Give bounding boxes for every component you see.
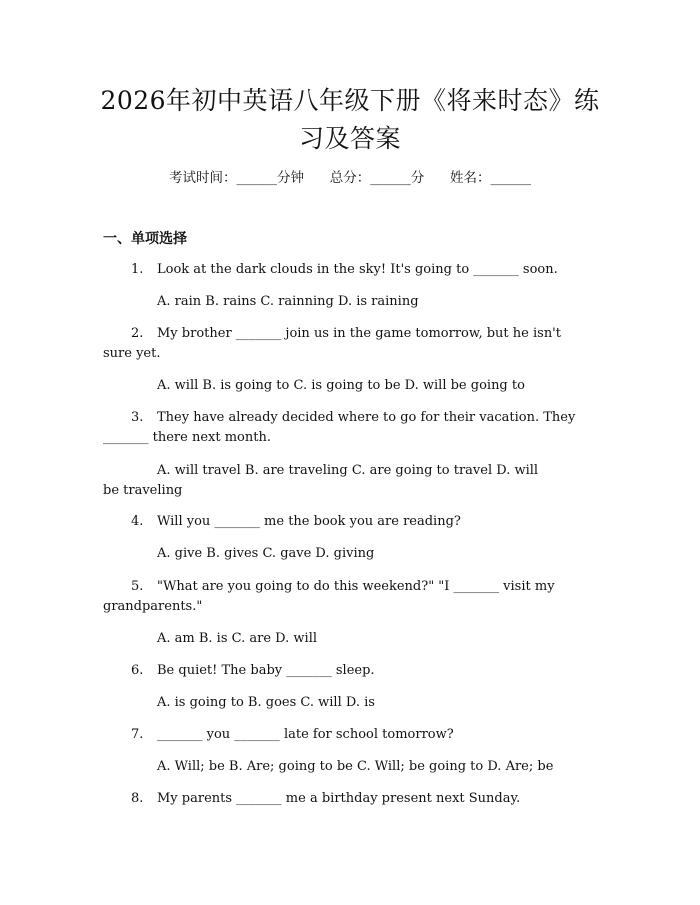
question-options: A. rain B. rains C. rainning D. is raining <box>157 294 419 309</box>
exam-meta <box>0 168 700 188</box>
question-options: A. give B. gives C. gave D. giving <box>157 546 375 561</box>
question-options-continued: be traveling <box>103 483 183 498</box>
question-number: 2. <box>131 326 144 341</box>
question-options: A. is going to B. goes C. will D. is <box>157 695 375 710</box>
score-blank: ______ <box>370 170 411 186</box>
section-heading: 一、单项选择 <box>103 231 187 247</box>
score-unit: 分 <box>410 170 425 186</box>
name-blank: ______ <box>490 170 531 186</box>
question-stem: Look at the dark clouds in the sky! It's going to _______ soon. <box>157 262 558 277</box>
question-stem: Will you _______ me the book you are reading? <box>157 514 461 529</box>
question-stem: My brother _______ join us in the game tomorrow, but he isn't <box>157 326 561 341</box>
question-stem: "What are you going to do this weekend?" "I _______ visit my <box>157 579 555 594</box>
question-number: 7. <box>131 727 144 742</box>
question-number: 4. <box>131 514 144 529</box>
page-title-line-2: 习及答案 <box>298 124 401 153</box>
question-options: A. Will; be B. Are; going to be C. Will; be going to D. Are; be <box>157 759 554 774</box>
question-stem-continued: grandparents." <box>103 599 203 614</box>
question-stem: My parents _______ me a birthday present next Sunday. <box>157 791 521 806</box>
question-number: 1. <box>131 262 144 277</box>
time-blank: ______ <box>236 170 277 186</box>
question-stem-continued: _______ there next month. <box>103 430 271 445</box>
time-label: 考试时间： <box>169 170 237 186</box>
question-options: A. will travel B. are traveling C. are going to travel D. will <box>157 463 539 478</box>
page-title-line-1: 2026年初中英语八年级下册《将来时态》练 <box>100 86 600 115</box>
question-stem-continued: sure yet. <box>103 346 161 361</box>
question-options: A. will B. is going to C. is going to be D. will be going to <box>157 378 525 393</box>
time-unit: 分钟 <box>277 170 304 186</box>
name-label: 姓名： <box>450 170 491 186</box>
question-number: 3. <box>131 410 144 425</box>
question-number: 5. <box>131 579 144 594</box>
question-stem: _______ you _______ late for school tomorrow? <box>157 727 454 742</box>
question-options: A. am B. is C. are D. will <box>157 631 318 646</box>
question-stem: Be quiet! The baby _______ sleep. <box>157 663 375 678</box>
question-number: 6. <box>131 663 144 678</box>
question-number: 8. <box>131 791 144 806</box>
question-stem: They have already decided where to go for their vacation. They <box>157 410 576 425</box>
score-label: 总分： <box>329 170 371 186</box>
